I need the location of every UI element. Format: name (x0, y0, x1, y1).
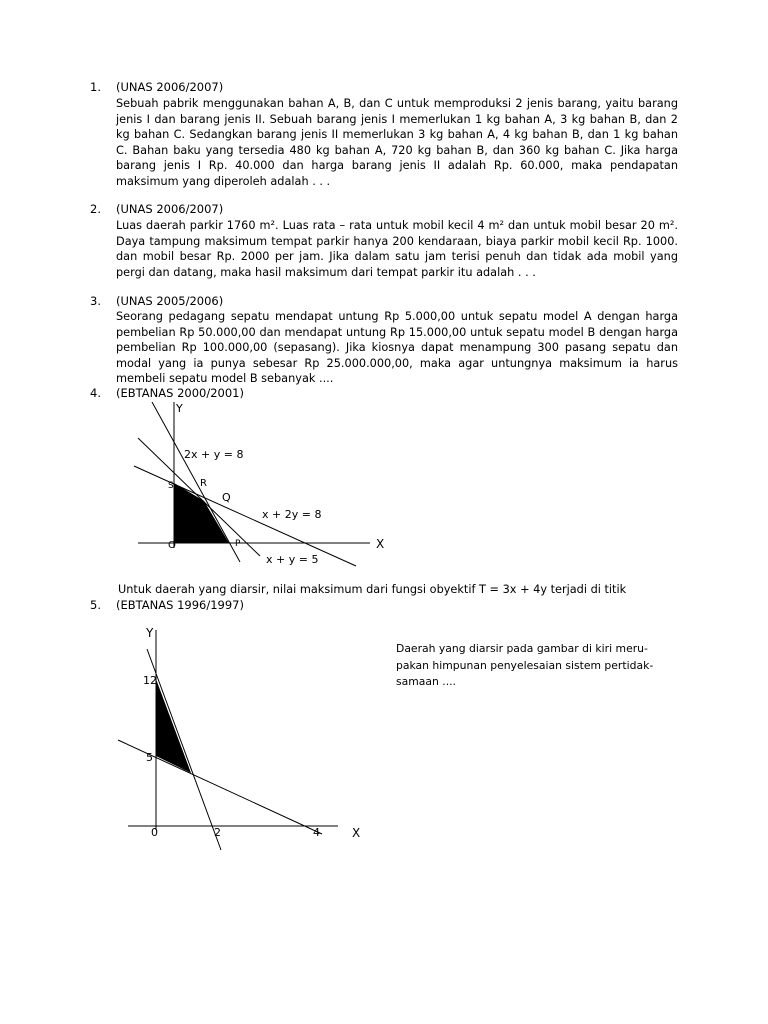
x-axis-label-5: X (352, 826, 361, 840)
point-q-label: Q (222, 491, 231, 504)
line-label-2x-y-8: 2x + y = 8 (184, 448, 244, 461)
origin-label-4: O (168, 540, 176, 551)
problem-1-text: Sebuah pabrik menggunakan bahan A, B, dan C untuk memproduksi 2 jenis barang, yaitu barang jenis I dan barang jenis II. Sebuah barang jenis I memerlukan 1 kg bahan A, 3 kg bahan B, dan 2 kg bahan C. Sedangkan barang jenis II memerlukan 3 kg bahan A, 4 kg bahan B, dan 1 kg bahan C. Bahan baku yang tersedia 480 kg bahan A, 720 kg bahan B, dan 360 kg bahan C. Jika harga barang jenis I Rp. 40.000 dan harga barang jenis II adalah Rp. 60.000, maka pendapatan maksimum yang diperoleh adalah . . . (116, 97, 678, 188)
y-tick-12: 12 (143, 674, 157, 687)
problem-1-number: 1. (90, 80, 101, 94)
point-r-label: R (200, 478, 207, 489)
problem-1-source: (UNAS 2006/2007) (116, 80, 224, 94)
problem-2-number: 2. (90, 202, 101, 216)
y-axis-label-5: Y (146, 626, 154, 640)
x-tick-2: 2 (214, 826, 221, 839)
problem-3-source: (UNAS 2005/2006) (116, 294, 224, 308)
y-tick-5: 5 (146, 751, 153, 764)
problem-2-source: (UNAS 2006/2007) (116, 202, 224, 216)
shaded-region-5 (156, 679, 191, 773)
point-p-label: P (235, 539, 241, 549)
problem-3-text: Seorang pedagang sepatu mendapat untung Rp 5.000,00 untuk sepatu model A dengan harga pembelian Rp 50.000,00 dan mendapat untung Rp 15.000,00 untuk sepatu model B dengan harga pembelian Rp 100.000,00 (sepasang). Jika kiosnya dapat menampung 300 pasang sepatu dan modal yang ia punya sebesar Rp 25.000.000,00, maka agar untungnya maksimum ia harus membeli sepatu model B sebanyak .... (116, 310, 678, 386)
problem-5-source: (EBTANAS 1996/1997) (116, 598, 244, 612)
problem-5-description: Daerah yang diarsir pada gambar di kiri meru-pakan himpunan penyelesaian sistem pertidak-samaan .... (396, 642, 654, 688)
problem-2-text: Luas daerah parkir 1760 m². Luas rata – rata untuk mobil kecil 4 m² dan untuk mobil besar 20 m². Daya tampung maksimum tempat parkir hanya 200 kendaraan, biaya parkir mobil kecil Rp. 1000. dan mobil besar Rp. 2000 per jam. Jika dalam satu jam terisi penuh dan tidak ada mobil yang pergi dan datang, maka hasil maksimum dari tempat parkir itu adalah . . . (116, 219, 678, 279)
problem-4-number: 4. (90, 386, 101, 400)
x-tick-4: 4 (313, 826, 320, 839)
point-s-label: S (168, 481, 174, 491)
x-tick-0: 0 (151, 826, 158, 839)
line-label-x-2y-8: x + 2y = 8 (262, 508, 322, 521)
line-label-x-y-5: x + y = 5 (266, 553, 319, 566)
x-axis-label-4: X (376, 537, 385, 551)
problem-4-source: (EBTANAS 2000/2001) (116, 386, 244, 400)
y-axis-label-4: Y (176, 402, 183, 415)
problem-3-number: 3. (90, 294, 101, 308)
problem-5-number: 5. (90, 598, 101, 612)
problem-4-question: Untuk daerah yang diarsir, nilai maksimum dari fungsi obyektif T = 3x + 4y terjadi di titik (118, 583, 627, 596)
